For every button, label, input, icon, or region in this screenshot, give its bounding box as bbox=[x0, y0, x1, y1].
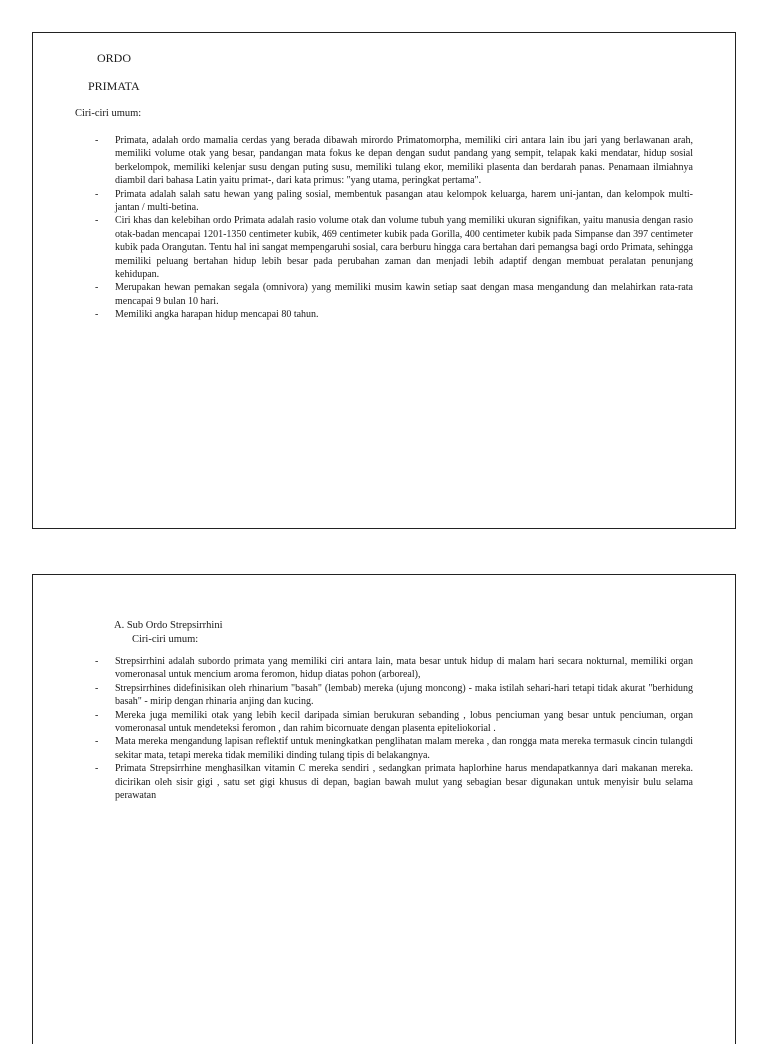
list-item bbox=[95, 762, 693, 802]
section-title: A. Sub Ordo Strepsirrhini bbox=[114, 620, 223, 631]
list-item bbox=[95, 214, 693, 281]
list-item-text: Primata, adalah ordo mamalia cerdas yang berada dibawah mirordo Primatomorpha, memiliki ciri antara lain ibu jari yang berlawanan arah, memiliki volume otak yang besar, pandangan mata fokus ke depan dengan sudut pandang yang sempit, telapak kaki mendatar, hidup sosial berkelompok, memiliki kelenjar susu dengan puting susu, memiliki tulang ekor, memiliki plasenta dan berdarah panas. Penamaan ilmiahnya diambil dari bahasa Latin yaitu primat-, dari kata primus: "yang utama, peringkat pertama". bbox=[115, 135, 693, 187]
bullet-dash: - bbox=[95, 309, 99, 321]
subheading-ciri-ciri-umum: Ciri-ciri umum: bbox=[75, 108, 142, 119]
list-item bbox=[95, 655, 693, 682]
list-item-text: Ciri khas dan kelebihan ordo Primata adalah rasio volume otak dan volume tubuh yang memiliki ukuran signifikan, yaitu manusia dengan rasio otak-badan mencapai 1201-1350 centimeter kubik, 469 centimeter kubik pada Gorilla, 400 centimeter kubik pada Simpanse dan 397 centimeter kubik pada Orangutan. Tentu hal ini sangat mempengaruhi sosial, cara berburu hingga cara bertahan dari pemangsa bagi ordo Primata, sehingga memiliki peluang bertahan hidup lebih besar pada perubahan zaman dan menjadi lebih adaptif dengan membuat peralatan penunjang kehidupan. bbox=[115, 215, 693, 281]
bullet-dash: - bbox=[95, 188, 99, 200]
list-item-text: Strepsirrhines didefinisikan oleh rhinarium "basah" (lembab) mereka (ujung moncong) - maka istilah sehari-hari tetapi tidak akurat "berhidung basah" - mirip dengan rhinaria anjing dan kucing. bbox=[115, 682, 693, 708]
list-item bbox=[95, 188, 693, 215]
bullet-dash: - bbox=[95, 135, 99, 146]
bullet-dash: - bbox=[95, 736, 99, 748]
bullet-dash: - bbox=[95, 763, 99, 775]
bullet-list bbox=[95, 134, 693, 322]
list-item bbox=[95, 709, 693, 736]
list-item-text: Primata Strepsirrhine menghasilkan vitamin C mereka sendiri , sedangkan primata haplorhine harus mendapatkannya dari makanan mereka. dicirikan oleh sisir gigi , satu set gigi khusus di depan, bagian bawah mulut yang sebagian besar digunakan untuk menyisir bulu selama perawatan bbox=[115, 763, 693, 802]
bullet-dash: - bbox=[95, 656, 99, 667]
list-item-text: Merupakan hewan pemakan segala (omnivora) yang memiliki musim kawin setiap saat dengan masa mengandung dan melahirkan rata-rata mencapai 9 bulan 10 hari. bbox=[115, 282, 693, 307]
heading-ordo: ORDO bbox=[97, 51, 132, 65]
document-page-2 bbox=[32, 574, 736, 1044]
bullet-list bbox=[95, 655, 693, 802]
heading-primata: PRIMATA bbox=[88, 79, 140, 93]
subheading-ciri-ciri-umum: Ciri-ciri umum: bbox=[132, 634, 199, 645]
list-item-text: Mata mereka mengandung lapisan reflektif untuk meningkatkan penglihatan malam mereka , dan rongga mata mereka termasuk cincin tulangdi sekitar mata, tetapi mereka tidak memiliki dinding tulang tipis di belakangnya. bbox=[115, 736, 693, 761]
list-item-text: Memiliki angka harapan hidup mencapai 80 tahun. bbox=[115, 309, 319, 321]
bullet-dash: - bbox=[95, 282, 99, 294]
bullet-dash: - bbox=[95, 215, 99, 227]
list-item-text: Mereka juga memiliki otak yang lebih kecil daripada simian berukuran sebanding , lobus penciuman yang besar untuk penciuman, organ vomeronasal untuk mendeteksi feromon , dan rahim bicornuate dengan plasenta epiteliokorial . bbox=[115, 709, 693, 735]
list-item bbox=[95, 281, 693, 308]
list-item bbox=[95, 308, 693, 321]
list-item bbox=[95, 134, 693, 188]
document-page-1 bbox=[32, 32, 736, 529]
list-item bbox=[95, 682, 693, 709]
list-item-text: Strepsirrhini adalah subordo primata yang memiliki ciri antara lain, mata besar untuk hidup di malam hari secara nokturnal, memiliki organ vomeronasal untuk mencium aroma feromon, hidup diatas pohon (arboreal), bbox=[115, 656, 693, 681]
list-item-text: Primata adalah salah satu hewan yang paling sosial, membentuk pasangan atau kelompok keluarga, harem uni-jantan, dan kelompok multi-jantan / multi-betina. bbox=[115, 188, 693, 214]
bullet-dash: - bbox=[95, 709, 99, 721]
list-item bbox=[95, 735, 693, 762]
bullet-dash: - bbox=[95, 682, 99, 694]
